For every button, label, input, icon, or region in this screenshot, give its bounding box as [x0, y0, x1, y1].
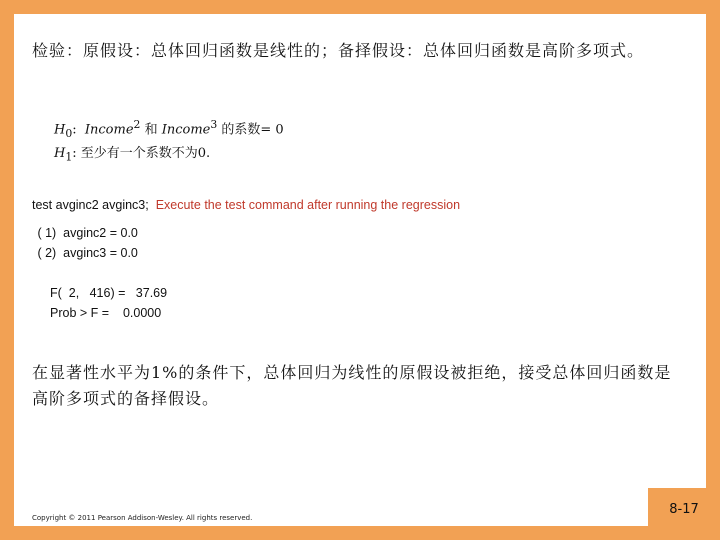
command-text: test avginc2 avginc3;	[32, 198, 156, 212]
copyright-notice: Copyright © 2011 Pearson Addison-Wesley. All rights reserved.	[32, 514, 253, 522]
page-number-box	[648, 488, 720, 540]
page-number: 8-17	[669, 502, 699, 517]
conclusion-text: 在显著性水平为1%的条件下，总体回归为线性的原假设被拒绝，接受总体回归函数是高阶多项式的备择假设。	[32, 363, 672, 408]
alternative-hypothesis: $H_1$: 至少有一个系数不为0.	[54, 146, 211, 164]
p-value-line: Prob > F = 0.0000	[50, 306, 162, 320]
f-statistic-line: F( 2, 416) = 37.69	[50, 286, 168, 300]
command-note: Execute the test command after running the regression	[155, 198, 461, 212]
constraint-line: ( 1) avginc2 = 0.0	[34, 226, 138, 240]
stata-command	[32, 198, 460, 212]
slide-heading: 检验：原假设：总体回归函数是线性的；备择假设：总体回归函数是高阶多项式。	[32, 41, 645, 60]
slide-body	[14, 14, 706, 526]
null-hypothesis: $H_0$: Income$^2$ 和 Income$^3$ 的系数= 0	[54, 118, 284, 140]
constraint-line: ( 2) avginc3 = 0.0	[34, 246, 138, 260]
